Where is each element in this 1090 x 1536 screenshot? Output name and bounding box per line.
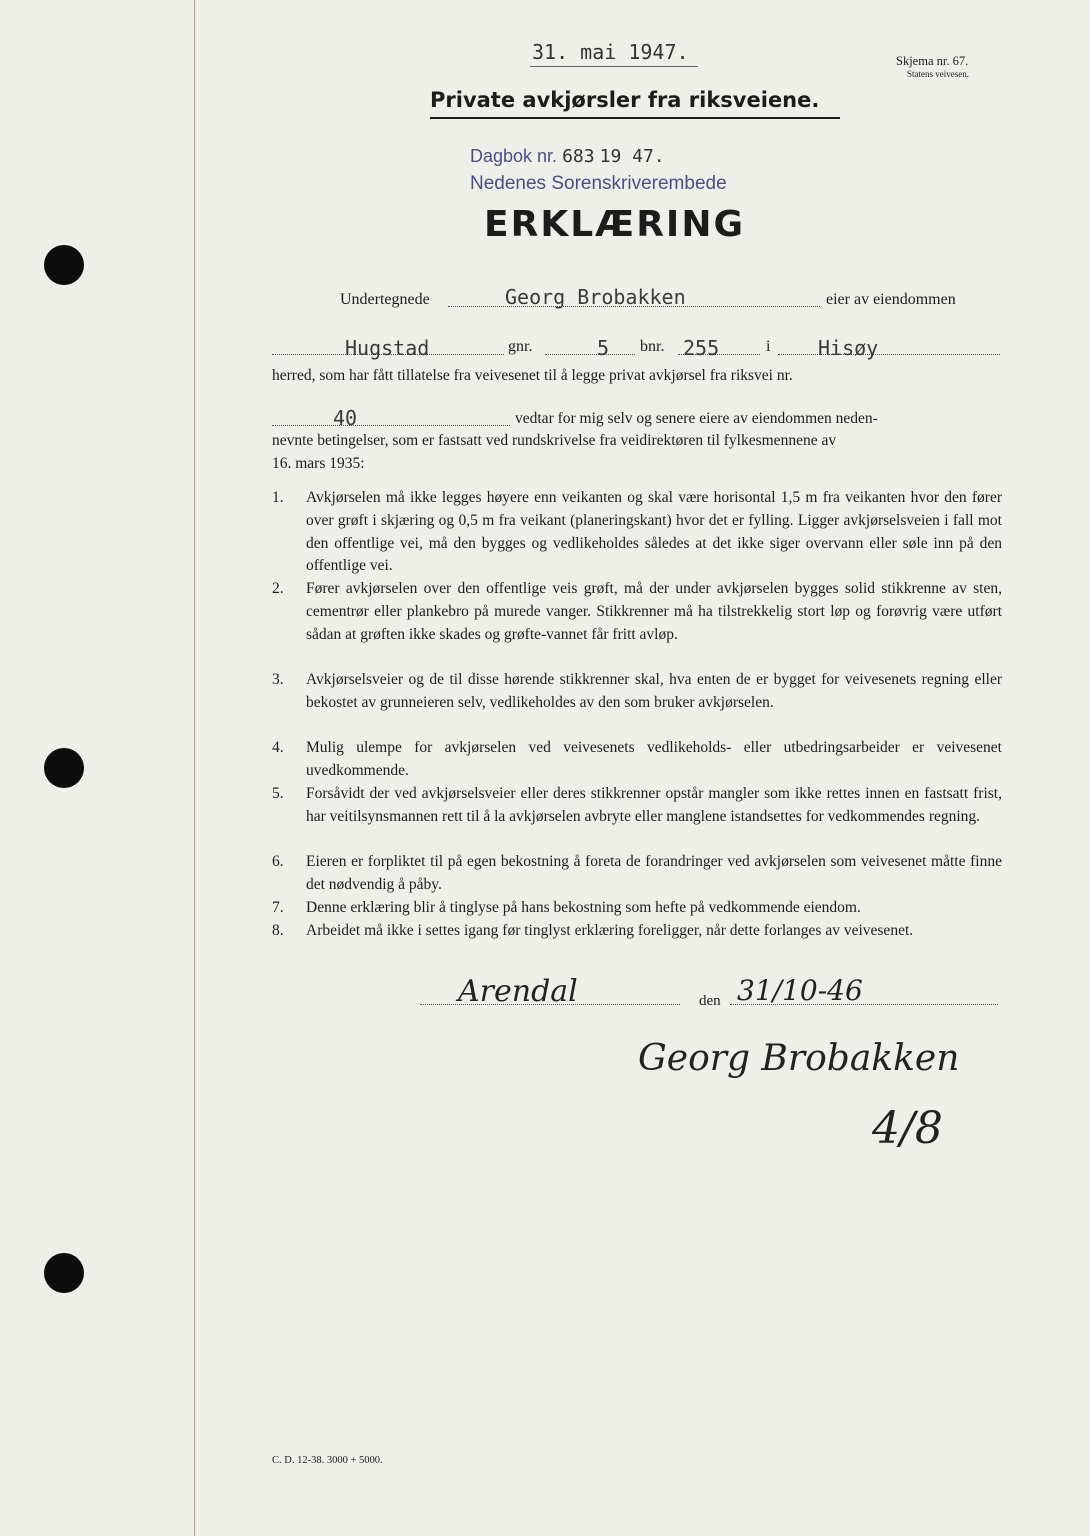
diary-label: Dagbok nr. xyxy=(470,146,558,166)
condition-text: Eieren er forpliktet til på egen bekostning å foreta de forandringer ved avkjørselen som veivesenet måtte finne det nødvendig å påby. xyxy=(306,853,1002,893)
diary-number: 683 xyxy=(562,146,595,167)
in-label: i xyxy=(766,338,771,355)
condition-text: Arbeidet må ikke i settes igang før tinglyst erklæring foreligger, når dette forlanges av veivesenet. xyxy=(306,922,914,939)
property-name: Hugstad xyxy=(345,336,430,360)
condition-number: 7. xyxy=(272,899,284,916)
permission-text: herred, som har fått tillatelse fra veivesenet til å legge privat avkjørsel fra riksvei nr. xyxy=(272,367,793,384)
condition-text: Avkjørselen må ikke legges høyere enn veikanten og skal være horisontal 1,5 m fra veikanten hvor den fører over grøft i skjæring og 0,5 m fra veikant (planeringskant) hvor det er fylling. Ligger avkjørselsveien i fall mot den offentlige vei, må den bygges og vedlikeholdes således at det ikke siger overvann eller søle inn på den offentlige vei. xyxy=(306,489,1002,575)
road-number: 40 xyxy=(333,406,358,430)
initials: 4/8 xyxy=(872,1103,943,1154)
owner-label: eier av eiendommen xyxy=(826,291,956,308)
form-number: Skjema nr. 67. xyxy=(896,54,969,68)
conditions-intro: nevnte betingelser, som er fastsatt ved rundskrivelse fra veidirektøren til fylkesmennene av xyxy=(272,432,837,449)
diary-year: 19 47. xyxy=(599,146,665,167)
undersigned-label: Undertegnede xyxy=(340,291,430,308)
date-label: den xyxy=(699,993,721,1009)
condition-item xyxy=(272,737,1002,783)
punch-hole-top xyxy=(44,245,84,285)
condition-text: Denne erklæring blir å tinglyse på hans bekostning som hefte på vedkommende eiendom. xyxy=(306,899,861,916)
signing-place: Arendal xyxy=(458,974,578,1009)
road-dotline xyxy=(272,425,510,426)
gnr-label: gnr. xyxy=(508,338,533,355)
undersigned-name: Georg Brobakken xyxy=(505,285,686,309)
diary-stamp xyxy=(470,146,665,167)
condition-text: Avkjørselsveier og de til disse hørende stikkrenner skal, hva enten de er bygget for veivesenets regning eller bekostet av grunneieren selv, vedlikeholdes av den som bruker avkjørselen. xyxy=(306,671,1002,711)
condition-text: Fører avkjørselen over den offentlige veis grøft, må der under avkjørselen bygges solid stikkrenne av sten, cementrør eller plankebro på murede vanger. Stikkrenner må ha tilstrekkelig stort løp og forøvrig være utført sådan at grøften ikke skades og grøfte-vannet får fritt avløp. xyxy=(306,580,1002,643)
condition-number: 5. xyxy=(272,785,284,802)
punch-hole-bottom xyxy=(44,1253,84,1293)
condition-item xyxy=(272,851,1002,897)
condition-item xyxy=(272,783,1002,829)
municipality: Hisøy xyxy=(818,336,879,360)
document-title: ERKLÆRING xyxy=(484,204,745,245)
bnr-value: 255 xyxy=(683,336,720,360)
court-office-stamp: Nedenes Sorenskriverembede xyxy=(470,173,727,194)
condition-item xyxy=(272,897,1002,920)
condition-number: 8. xyxy=(272,922,284,939)
date-underline xyxy=(530,66,698,67)
condition-number: 3. xyxy=(272,671,284,688)
issuer: Statens veivesen. xyxy=(907,69,969,79)
condition-number: 6. xyxy=(272,853,284,870)
condition-number: 1. xyxy=(272,489,284,506)
condition-text: Mulig ulempe for avkjørselen ved veivesenets vedlikeholds- eller utbedringsarbeider er veivesenet uvedkommende. xyxy=(306,739,1002,779)
print-footer: C. D. 12-38. 3000 + 5000. xyxy=(272,1455,383,1466)
municipality-dotline xyxy=(778,354,1000,355)
punch-hole-middle xyxy=(44,748,84,788)
condition-item xyxy=(272,487,1002,578)
document-date: 31. mai 1947. xyxy=(532,40,689,64)
condition-item xyxy=(272,669,1002,715)
bnr-label: bnr. xyxy=(640,338,665,355)
undertaking-text: vedtar for mig selv og senere eiere av eiendommen neden- xyxy=(515,410,878,427)
condition-number: 2. xyxy=(272,580,284,597)
subtitle-underline xyxy=(430,117,840,119)
condition-item xyxy=(272,920,1002,943)
signature: Georg Brobakken xyxy=(638,1038,960,1079)
condition-item xyxy=(272,578,1002,646)
gnr-value: 5 xyxy=(597,336,610,360)
condition-number: 4. xyxy=(272,739,284,756)
gnr-dotline xyxy=(545,354,635,355)
condition-text: Forsåvidt der ved avkjørselsveier eller deres stikkrenner opstår mangler som ikke rettes innen en fastsatt frist, har veitilsynsmannen rett til å la avkjørselen avbryte eller manglene istandsettes for vedkommendes regning. xyxy=(306,785,1002,825)
signing-date: 31/10-46 xyxy=(737,974,863,1007)
circular-date: 16. mars 1935: xyxy=(272,455,365,472)
document-subtitle: Private avkjørsler fra riksveiene. xyxy=(430,88,820,112)
margin-rule xyxy=(194,0,195,1536)
